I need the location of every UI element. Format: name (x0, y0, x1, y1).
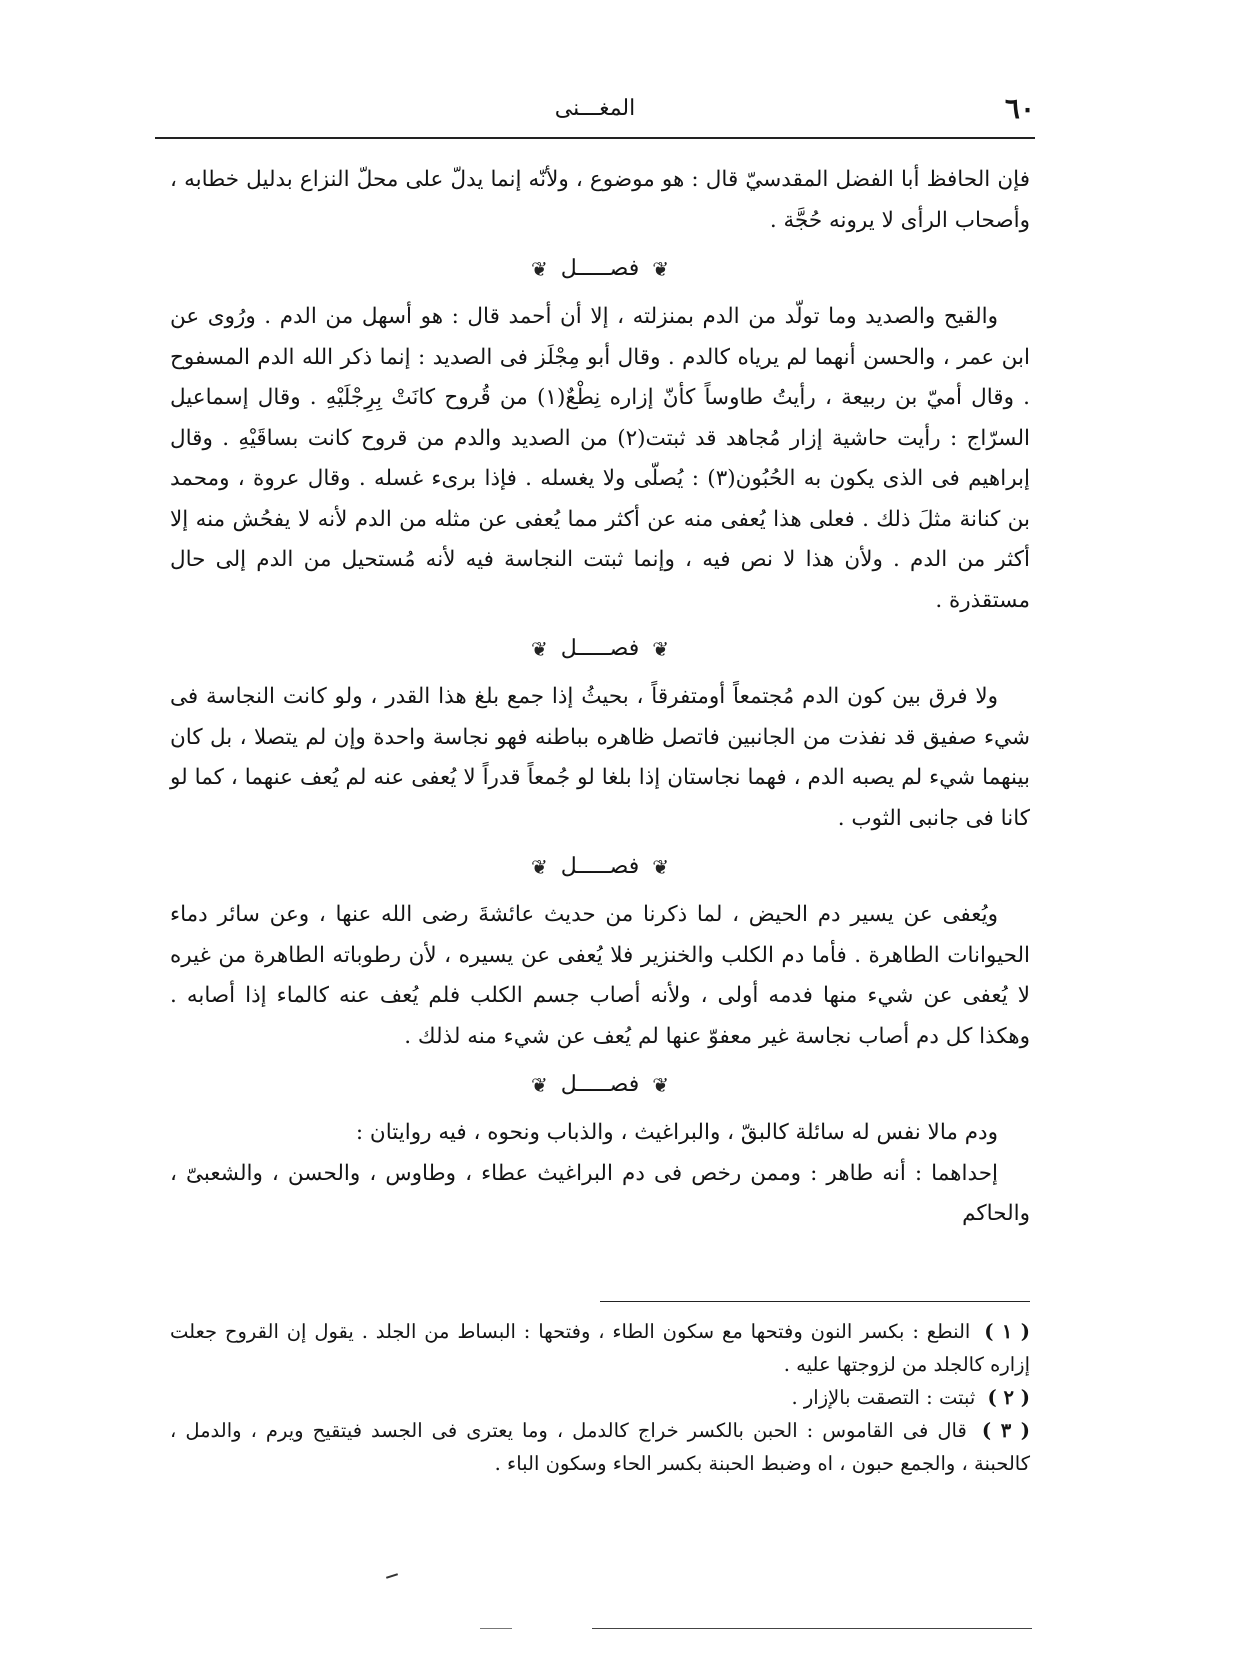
floral-ornament-icon: ❦ (652, 1073, 669, 1097)
floral-ornament-icon: ❦ (652, 257, 669, 281)
page-header (155, 92, 1035, 136)
floral-ornament-icon: ❦ (530, 855, 548, 879)
scan-mark (386, 1573, 398, 1579)
header-rule (155, 137, 1035, 139)
floral-ornament-icon: ❦ (530, 1073, 548, 1097)
paragraph: فإن الحافظ أبا الفضل المقدسيّ قال : هو موضوع ، ولأنّه إنما يدلّ على محلّ النزاع بدليل خطابه ، وأصحاب الرأى لا يرونه حُجَّة . (170, 167, 1030, 233)
footnote (170, 1381, 1030, 1414)
floral-ornament-icon: ❦ (652, 637, 669, 661)
section-heading (170, 1057, 1030, 1113)
paragraph: ولا فرق بين كون الدم مُجتمعاً أومتفرقاً ، بحيثُ إذا جمع بلغ هذا القدر ، ولو كانت النجاسة فى شيء صفيق قد نفذت من الجانبين فاتصل ظاهره بباطنه فهو نجاسة واحدة وإن لم يتصلا ، بل كان بينهما شيء لم يصبه الدم ، فهما نجاستان إذا بلغا لو جُمعاً قدراً لا يُعفى عنه لم يُعف عنهما ، كما لو كانا فى جانبى الثوب . (170, 684, 1030, 831)
bottom-rule (592, 1628, 1032, 1629)
section-label: فصـــــل (560, 256, 640, 281)
paragraph: والقيح والصديد وما تولّد من الدم بمنزلته ، إلا أن أحمد قال : هو أسهل من الدم . ورُوى عن ابن عمر ، والحسن أنهما لم يرياه كالدم . وقال أبو مِجْلَز فى الصديد : إنما ذكر الله الدم المسفوح . وقال أميّ بن ربيعة ، رأيتُ طاوساً كأنّ إزاره نِطْعٌ(١) من قُروح كانَتْ بِرِجْلَيْهِ . وقال إسماعيل السرّاج : رأيت حاشية إزار مُجاهد قد ثبتت(٢) من الصديد والدم من قروح كانت بساقَيْهِ . وقال إبراهيم فى الذى يكون به الحُبُون(٣) : يُصلّى ولا يغسله . فإذا برىء غسله . وقال عروة ، ومحمد بن كنانة مثلَ ذلك . فعلى هذا يُعفى منه عن أكثر مما يُعفى عن مثله من الدم لأنه لا يفحُش منه إلا أكثر من الدم . ولأن هذا لا نص فيه ، وإنما ثبتت النجاسة فيه لأنه مُستحيل من الدم إلى حال مستقذرة . (170, 304, 1031, 613)
section-heading (170, 621, 1030, 677)
section-label: فصـــــل (560, 1072, 640, 1097)
section-heading (170, 839, 1030, 895)
footnote-number: ( ١ ) (984, 1320, 1031, 1343)
footnote-number: ( ٢ ) (987, 1386, 1030, 1409)
footnotes (170, 1315, 1030, 1480)
floral-ornament-icon: ❦ (530, 637, 548, 661)
footnote (170, 1315, 1030, 1381)
running-title: المغـــنى (554, 96, 636, 121)
footnote-text: ثبتت : التصقت بالإزار . (791, 1386, 976, 1409)
paragraph: إحداهما : أنه طاهر : وممن رخص فى دم البراغيث عطاء ، وطاوس ، والحسن ، والشعبىّ ، والحاكم (170, 1160, 1030, 1226)
footnote-text: النطع : بكسر النون وفتحها مع سكون الطاء ، وفتحها : البساط من الجلد . يقول إن القروح جعلت إزاره كالجلد من لزوجتها عليه . (170, 1320, 1030, 1376)
section-heading (170, 241, 1030, 297)
paragraph: ودم مالا نفس له سائلة كالبقّ ، والبراغيث ، والذباب ونحوه ، فيه روايتان : (355, 1120, 998, 1145)
footnote-text: قال فى القاموس : الحبن بالكسر خراج كالدمل ، وما يعترى فى الجسد فيتقيح ويرم ، والدمل ، كالحبنة ، والجمع حبون ، اه وضبط الحبنة بكسر الحاء وسكون الباء . (170, 1419, 1030, 1475)
paragraph: ويُعفى عن يسير دم الحيض ، لما ذكرنا من حديث عائشةَ رضى الله عنها ، وعن سائر دماء الحيوانات الطاهرة . فأما دم الكلب والخنزير فلا يُعفى عن يسيره ، لأن رطوباته الطاهرة من غيره لا يُعفى عن شيء منها فدمه أولى ، ولأنه أصاب جسم الكلب فلم يُعف عنه كالماء إذا أصابه . وهكذا كل دم أصاب نجاسة غير معفوّ عنها لم يُعف عن شيء منه لذلك . (170, 902, 1030, 1049)
section-label: فصـــــل (560, 636, 640, 661)
floral-ornament-icon: ❦ (530, 257, 548, 281)
footnote-number: ( ٣ ) (981, 1419, 1031, 1442)
body-text (170, 160, 1030, 1235)
footnote-rule (600, 1301, 1030, 1302)
section-label: فصـــــل (560, 854, 640, 879)
floral-ornament-icon: ❦ (652, 855, 669, 879)
bottom-rule-short (480, 1628, 512, 1629)
footnote (170, 1414, 1030, 1480)
page-number: ٦٠ (1004, 92, 1035, 125)
